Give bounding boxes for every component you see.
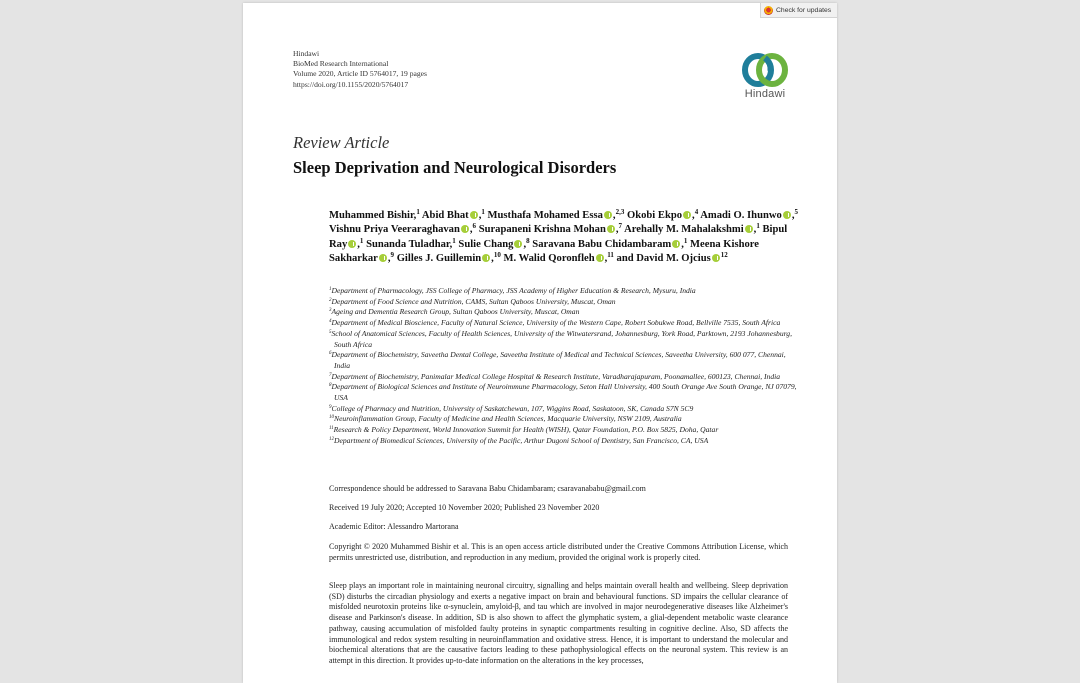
- affiliation-text: Department of Biomedical Sciences, University of the Pacific, Arthur Dugoni School of Dentistry, San Francisco, CA, USA: [334, 435, 709, 445]
- author: Saravana Babu Chidambaram ,$^1$: [532, 236, 688, 250]
- author-name: Sulie Chang: [458, 238, 514, 250]
- volume-info: Volume 2020, Article ID 5764017, 19 pages: [293, 69, 427, 79]
- orcid-icon[interactable]: [672, 240, 680, 248]
- author: Arehally M. Mahalakshmi ,$^1$: [624, 222, 760, 236]
- author: Amadi O. Ihunwo ,$^5$: [700, 208, 798, 221]
- author-name: and David M. Ojcius: [616, 253, 711, 265]
- affiliation-marker: 10: [493, 251, 501, 260]
- affiliation-number: 11: [329, 426, 334, 432]
- affiliation-text: Department of Biochemistry, Saveetha Dental College, Saveetha Institute of Medical and Technical Sciences, Saveetha University, 600 077, Chennai, India: [331, 350, 786, 370]
- author-name: Muhammed Bishir,: [329, 210, 417, 221]
- article-type: Review Article: [293, 133, 390, 152]
- affiliation-number: 12: [329, 436, 334, 442]
- copyright-notice: Copyright © 2020 Muhammed Bishir et al. This is an open access article distributed under the Creative Commons Attribution License, which permits unrestricted use, distribution, and reproduction in any medium, provided the original work is properly cited.: [329, 542, 788, 562]
- check-for-updates-label: Check for updates: [776, 6, 832, 14]
- author-name: Abid Bhat: [421, 210, 469, 221]
- author: Vishnu Priya Veeraraghavan ,$^6$: [329, 222, 477, 236]
- affiliation-number: 8: [329, 383, 332, 389]
- journal-info: [293, 49, 427, 90]
- author-list: [329, 209, 799, 267]
- affiliation-marker: 8: [526, 236, 530, 245]
- affiliation-text: Department of Biochemistry, Panimalar Medical College Hospital & Research Institute, Varadharajapuram, Poonamallee, 600123, Chennai, India: [331, 371, 781, 381]
- affiliation-text: Neuroinflammation Group, Faculty of Medicine and Health Sciences, Macquarie University, NSW 2109, Australia: [334, 414, 682, 424]
- affiliation-marker: 6: [472, 222, 477, 231]
- affiliation-text: Research & Policy Department, World Innovation Summit for Health (WISH), Qatar Foundation, P.O. Box 5825, Doha, Qatar: [333, 425, 719, 435]
- affiliation: [329, 382, 799, 403]
- affiliation: [329, 297, 799, 308]
- affiliation: [329, 404, 799, 415]
- author: Musthafa Mohamed Essa ,$^{2,3}$: [487, 208, 625, 221]
- author-name: Arehally M. Mahalakshmi: [624, 224, 744, 236]
- hindawi-rings-icon: [739, 51, 791, 89]
- orcid-icon[interactable]: [607, 225, 615, 233]
- affiliation-number: 1: [329, 287, 332, 292]
- author: Bipul Ray ,$^1$: [329, 224, 788, 250]
- author: Meena Kishore Sakharkar ,$^9$: [329, 238, 759, 265]
- affiliation-text: School of Anatomical Sciences, Faculty of Health Sciences, University of the Witwatersrand, Johannesburg, York Road, Parktown, 2193 Johannesburg, South Africa: [331, 328, 792, 349]
- publication-dates: Received 19 July 2020; Accepted 10 November 2020; Published 23 November 2020: [329, 503, 600, 512]
- affiliation-number: 9: [329, 404, 332, 410]
- check-for-updates-button[interactable]: [760, 3, 837, 18]
- author: [366, 236, 456, 250]
- author-name: M. Walid Qoronfleh: [503, 253, 595, 265]
- affiliation-marker: 5: [794, 208, 798, 216]
- affiliation-number: 3: [329, 308, 332, 314]
- affiliation-marker: 9: [390, 251, 395, 260]
- author-name: Meena Kishore Sakharkar: [329, 238, 759, 265]
- orcid-icon[interactable]: [783, 211, 791, 219]
- affiliation-text: Department of Biological Sciences and Institute of Neuroimmune Pharmacology, Seton Hall University, 400 South Orange Ave South Orange, NJ 07079, USA: [331, 382, 797, 403]
- affiliation-text: Department of Pharmacology, JSS College of Pharmacy, JSS Academy of Higher Education & Research, Mysuru, India: [331, 286, 696, 295]
- orcid-icon[interactable]: [712, 254, 720, 262]
- orcid-icon[interactable]: [514, 240, 522, 248]
- hindawi-logo: [735, 51, 795, 107]
- orcid-icon[interactable]: [470, 211, 478, 219]
- affiliation-marker: 4: [694, 208, 699, 216]
- author-name: Bipul Ray: [329, 224, 788, 250]
- author-name: Vishnu Priya Veeraraghavan: [329, 224, 460, 236]
- author-name: Gilles J. Guillemin: [396, 253, 482, 265]
- author-name: Saravana Babu Chidambaram: [532, 238, 672, 250]
- affiliation-marker: 1: [452, 236, 456, 245]
- affiliation-list: [329, 286, 799, 447]
- affiliation-text: College of Pharmacy and Nutrition, University of Saskatchewan, 107, Wiggins Road, Saskatoon, SK, Canada S7N 5C9: [331, 403, 694, 413]
- orcid-icon[interactable]: [596, 254, 604, 262]
- affiliation: [329, 307, 799, 318]
- affiliation: [329, 436, 799, 447]
- author-name: Surapaneni Krishna Mohan: [478, 224, 606, 236]
- orcid-icon[interactable]: [379, 254, 387, 262]
- abstract: Sleep plays an important role in maintaining neuronal circuitry, signalling and helps maintain overall health and wellbeing. Sleep deprivation (SD) disturbs the circadian physiology and exerts a negative impact on brain and behavioural functions. SD impairs the cellular clearance of misfolded neurotoxin proteins like α-synuclein, amyloid-β, and tau which are involved in major neurodegenerative diseases like Alzheimer's disease and Parkinson's disease. In addition, SD is also shown to affect the glymphatic system, a glial-dependent metabolic waste clearance pathway, causing accumulation of misfolded faulty proteins in synaptic compartments resulting in cognitive decline. Also, SD affects the immunological and redox system resulting in neuroinflammation and oxidative stress. Hence, it is important to understand the molecular and biochemical alterations that are the causative factors leading to these pathophysiological effects on the neuronal system. This review is an attempt in this direction. It provides up-to-date information on the alterations in the key processes,: [329, 581, 788, 665]
- author-name: Amadi O. Ihunwo: [700, 210, 782, 221]
- orcid-icon[interactable]: [604, 211, 612, 219]
- correspondence: Correspondence should be addressed to Saravana Babu Chidambaram; csaravanababu@gmail.com: [329, 484, 646, 493]
- academic-editor: Academic Editor: Alessandro Martorana: [329, 522, 459, 531]
- author-name: Sunanda Tuladhar,: [366, 238, 453, 250]
- affiliation: [329, 414, 799, 425]
- affiliation-marker: 1: [481, 208, 485, 216]
- affiliation-marker: 7: [618, 222, 623, 231]
- affiliation-marker: 12: [720, 251, 728, 260]
- affiliation-number: 4: [329, 319, 332, 325]
- affiliation-text: Ageing and Dementia Research Group, Sultan Qaboos University, Muscat, Oman: [331, 307, 580, 317]
- affiliation-marker: 1: [416, 208, 420, 216]
- orcid-icon[interactable]: [683, 211, 691, 219]
- author-name: Okobi Ekpo: [626, 210, 683, 221]
- journal-name: BioMed Research International: [293, 59, 389, 69]
- affiliation-number: 7: [329, 372, 332, 378]
- doi-link[interactable]: https://doi.org/10.1155/2020/5764017: [293, 79, 409, 89]
- author: [329, 210, 420, 221]
- affiliation-text: Department of Medical Bioscience, Faculty of Natural Science, University of the Western Cape, Robert Sobukwe Road, Bellville 7535, South Africa: [331, 318, 781, 328]
- affiliation-marker: 1: [359, 236, 364, 245]
- affiliation-marker: 2,3: [615, 208, 625, 216]
- publisher-name: Hindawi: [293, 49, 320, 58]
- author: Sulie Chang ,$^8$: [458, 236, 530, 250]
- affiliation: [329, 329, 799, 350]
- affiliation-marker: 1: [756, 222, 760, 231]
- orcid-icon[interactable]: [745, 225, 753, 233]
- author: Okobi Ekpo ,$^4$: [626, 208, 699, 221]
- affiliation-marker: 11: [607, 251, 614, 260]
- affiliation: [329, 372, 799, 383]
- affiliation-marker: 1: [683, 236, 688, 245]
- author: M. Walid Qoronfleh ,$^{11}$: [503, 251, 614, 265]
- affiliation: [329, 350, 799, 371]
- author: Abid Bhat ,$^1$: [421, 208, 485, 221]
- orcid-icon[interactable]: [482, 254, 490, 262]
- affiliation: [329, 318, 799, 329]
- affiliation: [329, 425, 799, 436]
- orcid-icon[interactable]: [461, 225, 469, 233]
- update-badge-icon: [764, 6, 773, 15]
- author-name: Musthafa Mohamed Essa: [487, 210, 603, 221]
- affiliation-number: 6: [329, 351, 332, 357]
- affiliation-number: 10: [329, 415, 334, 421]
- affiliation-number: 2: [329, 297, 332, 303]
- affiliation-text: Department of Food Science and Nutrition, CAMS, Sultan Qaboos University, Muscat, Oman: [331, 296, 616, 306]
- author: Surapaneni Krishna Mohan ,$^7$: [478, 222, 623, 236]
- affiliation-number: 5: [329, 329, 332, 335]
- orcid-icon[interactable]: [348, 240, 356, 248]
- author: Gilles J. Guillemin ,$^{10}$: [396, 251, 501, 265]
- paper-title: Sleep Deprivation and Neurological Disorders: [293, 158, 617, 177]
- hindawi-logo-text: Hindawi: [744, 88, 786, 100]
- author: [617, 253, 728, 264]
- affiliation: [329, 286, 799, 297]
